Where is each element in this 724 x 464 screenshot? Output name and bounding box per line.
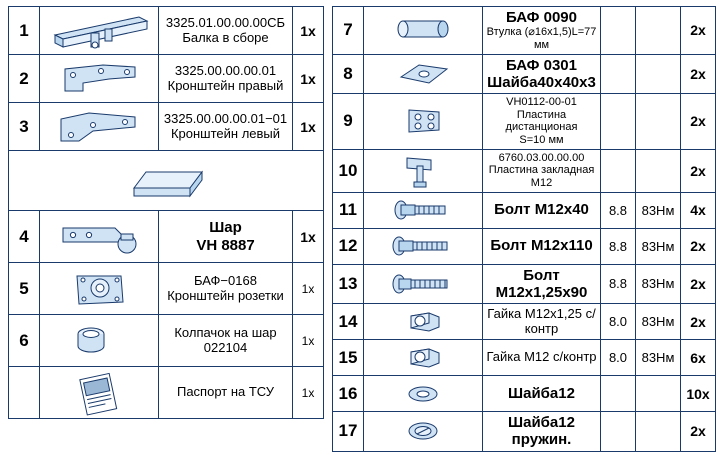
- part-description: Болт М12x40: [483, 192, 601, 228]
- bolt-icon: [364, 264, 483, 304]
- part-description: Гайка М12 с/контр: [483, 340, 601, 376]
- part-quantity: 2x: [681, 54, 716, 94]
- sleeve-icon: [364, 7, 483, 55]
- table-row: [333, 264, 716, 304]
- box-icon: [9, 151, 324, 211]
- bracket-right-icon: [40, 55, 159, 103]
- torque-value: [636, 412, 681, 452]
- part-quantity: 2x: [681, 412, 716, 452]
- strength-class: [601, 149, 636, 192]
- strength-class: [601, 412, 636, 452]
- part-quantity: 10x: [681, 376, 716, 412]
- torque-value: 83Нм: [636, 304, 681, 340]
- part-description: Болт М12x1,25x90: [483, 264, 601, 304]
- table-row: [9, 55, 324, 103]
- part-description: 3325.01.00.00.00СБ Балка в сборе: [159, 7, 293, 55]
- part-description: 3325.00.00.00.01−01 Кронштейн левый: [159, 103, 293, 151]
- strength-class: 8.0: [601, 304, 636, 340]
- strength-class: [601, 94, 636, 150]
- row-number: 14: [333, 304, 364, 340]
- part-description: Шайба12: [483, 376, 601, 412]
- row-number: 15: [333, 340, 364, 376]
- washer-icon: [364, 376, 483, 412]
- passport-icon: [40, 367, 159, 419]
- strength-class: 8.8: [601, 192, 636, 228]
- table-row: [9, 263, 324, 315]
- part-quantity: 1x: [293, 7, 324, 55]
- beam-assembly-icon: [40, 7, 159, 55]
- towball-icon: [40, 211, 159, 263]
- bracket-left-icon: [40, 103, 159, 151]
- row-number: 13: [333, 264, 364, 304]
- row-number: 2: [9, 55, 40, 103]
- part-description: 6760.03.00.00.00 Пластина закладная M12: [483, 149, 601, 192]
- part-quantity: 1x: [293, 55, 324, 103]
- part-quantity: 1x: [293, 211, 324, 263]
- table-row: [333, 340, 716, 376]
- torque-value: [636, 376, 681, 412]
- row-number: 16: [333, 376, 364, 412]
- table-row: [333, 304, 716, 340]
- bolt-icon: [364, 228, 483, 264]
- part-description: Колпачок на шар 022104: [159, 315, 293, 367]
- table-row: [9, 211, 324, 263]
- part-description: Шар VH 8887: [159, 211, 293, 263]
- embedded-plate-icon: [364, 149, 483, 192]
- part-quantity: 2x: [681, 94, 716, 150]
- table-row: [333, 376, 716, 412]
- nut-icon: [364, 304, 483, 340]
- table-row: [9, 315, 324, 367]
- part-description: Шайба12 пружин.: [483, 412, 601, 452]
- row-number: 3: [9, 103, 40, 151]
- nut-icon: [364, 340, 483, 376]
- table-row: [333, 7, 716, 55]
- row-number: 11: [333, 192, 364, 228]
- left-parts-table: [8, 6, 324, 419]
- socket-bracket-icon: [40, 263, 159, 315]
- part-quantity: 2x: [681, 304, 716, 340]
- torque-value: 83Нм: [636, 340, 681, 376]
- table-row-box: [9, 151, 324, 211]
- table-row: [333, 149, 716, 192]
- part-description: БАФ−0168 Кронштейн розетки: [159, 263, 293, 315]
- torque-value: [636, 94, 681, 150]
- row-number: [9, 367, 40, 419]
- row-number: 1: [9, 7, 40, 55]
- torque-value: 83Нм: [636, 192, 681, 228]
- part-quantity: 1x: [293, 315, 324, 367]
- table-row: [9, 7, 324, 55]
- torque-value: 83Нм: [636, 264, 681, 304]
- table-row: [333, 412, 716, 452]
- strength-class: [601, 376, 636, 412]
- part-description: Болт М12x110: [483, 228, 601, 264]
- right-parts-table: [332, 6, 716, 452]
- washer-plate-icon: [364, 54, 483, 94]
- ball-cap-icon: [40, 315, 159, 367]
- part-quantity: 2x: [681, 228, 716, 264]
- table-row: [333, 54, 716, 94]
- table-row: [333, 192, 716, 228]
- strength-class: [601, 54, 636, 94]
- part-quantity: 1x: [293, 263, 324, 315]
- part-quantity: 4x: [681, 192, 716, 228]
- spring-washer-icon: [364, 412, 483, 452]
- part-quantity: 1x: [293, 103, 324, 151]
- table-row: [333, 228, 716, 264]
- strength-class: [601, 7, 636, 55]
- bolt-icon: [364, 192, 483, 228]
- row-number: 8: [333, 54, 364, 94]
- row-number: 12: [333, 228, 364, 264]
- table-row: [9, 103, 324, 151]
- row-number: 4: [9, 211, 40, 263]
- strength-class: 8.8: [601, 228, 636, 264]
- part-quantity: 6x: [681, 340, 716, 376]
- row-number: 10: [333, 149, 364, 192]
- row-number: 9: [333, 94, 364, 150]
- row-number: 17: [333, 412, 364, 452]
- row-number: 5: [9, 263, 40, 315]
- torque-value: [636, 54, 681, 94]
- row-number: 6: [9, 315, 40, 367]
- part-quantity: 2x: [681, 149, 716, 192]
- row-number: 7: [333, 7, 364, 55]
- part-quantity: 2x: [681, 7, 716, 55]
- part-quantity: 2x: [681, 264, 716, 304]
- torque-value: [636, 149, 681, 192]
- table-row: [333, 94, 716, 150]
- spacer-plate-icon: [364, 94, 483, 150]
- part-description: БАФ 0301 Шайба40x40x3: [483, 54, 601, 94]
- strength-class: 8.8: [601, 264, 636, 304]
- torque-value: 83Нм: [636, 228, 681, 264]
- part-description: Паспорт на ТСУ: [159, 367, 293, 419]
- part-description: VH0112-00-01 Пластина дистанционая S=10 мм: [483, 94, 601, 150]
- torque-value: [636, 7, 681, 55]
- strength-class: 8.0: [601, 340, 636, 376]
- part-description: Гайка М12x1,25 с/контр: [483, 304, 601, 340]
- part-description: 3325.00.00.00.01 Кронштейн правый: [159, 55, 293, 103]
- part-description: БАФ 0090 Втулка (⌀16x1,5)L=77 мм: [483, 7, 601, 55]
- part-quantity: 1x: [293, 367, 324, 419]
- table-row: [9, 367, 324, 419]
